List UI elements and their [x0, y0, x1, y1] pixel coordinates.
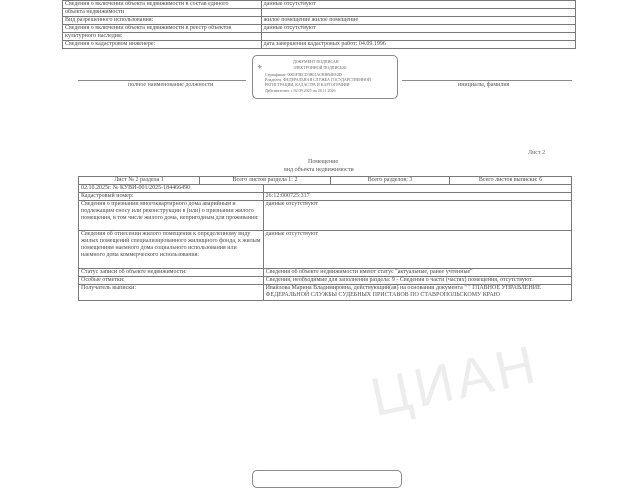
top-table-row: [63, 33, 576, 41]
stamp-line: Владелец: ФЕДЕРАЛЬНАЯ СЛУЖБА ГОСУДАРСТВЕННОЙ: [265, 77, 371, 82]
stamp-line: ДОКУМЕНТ ПОДПИСАН: [293, 59, 339, 64]
emergency-status-value: данные отсутствуют: [263, 201, 571, 231]
top-table-row: [63, 1, 576, 9]
top-row-value: дата завершения кадастровых работ: 04.09.1996: [261, 41, 575, 49]
top-row-value: данные отсутствуют: [261, 25, 575, 33]
stamp-line: Сертификат: 0065F9ECD3B01ACBBB4EE2D: [265, 72, 342, 77]
extract-date-number: 02.10.2025г. № КУВИ-001/2025-184466490: [79, 185, 264, 193]
top-table-row: [63, 25, 576, 33]
watermark-logo: ЦИАН: [365, 334, 545, 428]
top-row-label: Сведения о включении объекта недвижимости в реестр объектов: [63, 25, 262, 33]
emergency-status-label: Сведения о признании многоквартирного дома аварийным и подлежащим сносу или реконструкции в (или) о признании жилого помещения, в том числе жилого дома, непригодным для проживания:: [79, 201, 264, 231]
object-details-table: [78, 176, 572, 301]
top-row-value: [261, 9, 575, 17]
top-row-value: данные отсутствуют: [261, 1, 575, 9]
signature-line-right: [402, 80, 572, 81]
signature-stamp-top: [252, 55, 398, 99]
signature-stamp-bottom: [252, 470, 402, 488]
special-housing-label: Сведения об отнесении жилого помещения к определенному виду жилых помещений специализированного жилищного фонда, к жилым помещениям наемного дома социального использования или наемного дома коммерческого использования:: [79, 231, 264, 269]
top-table-row: [63, 41, 576, 49]
stamp-line: РЕГИСТРАЦИИ, КАДАСТРА И КАРТОГРАФИИ: [265, 82, 350, 87]
signature-line-left: [78, 80, 246, 81]
sheet-number: Лист 2: [528, 150, 546, 156]
signature-position-label: полное наименование должности: [128, 82, 214, 88]
total-extract-sheets: Всего листов выписки: 6: [478, 177, 543, 183]
top-row-label: Вид разрешенного использования:: [63, 17, 262, 25]
emblem-icon: ⚜: [257, 65, 263, 71]
object-subtitle: вид объекта недвижимости: [284, 167, 354, 173]
record-status-label: Статус записи об объекте недвижимости:: [79, 269, 264, 277]
top-table-row: [63, 17, 576, 25]
section-total-sheets: Всего листов раздела 1: 2: [200, 177, 331, 184]
top-table-row: [63, 9, 576, 17]
top-info-table: [62, 0, 576, 49]
top-row-label: культурного наследия:: [63, 33, 262, 41]
stamp-line: Действителен: с 02.09.2025 по 26.11.2026: [265, 88, 336, 93]
cadastral-number-label: Кадастровый номер:: [79, 193, 264, 201]
cadastral-number-value: 26:12:000725:317: [263, 193, 571, 201]
top-row-value: [261, 33, 575, 41]
top-row-value: жилое помещение жилое помещение: [261, 17, 575, 25]
recipient-label: Получатель выписки:: [79, 285, 264, 301]
object-title: Помещение: [308, 159, 339, 165]
top-row-label: объекта недвижимости: [63, 9, 262, 17]
record-status-value: Сведения об объекте недвижимости имеют статус "актуальные, ранее учтенные": [263, 269, 571, 277]
total-sections: Всего разделов: 3: [331, 177, 450, 184]
recipient-value: Ивайлова Марина Владимировна, действующий(ая) на основании документа " " ГЛАВНОЕ УПРАВЛЕНИЕ ФЕДЕРАЛЬНОЙ СЛУЖБЫ СУДЕБНЫХ ПРИСТАВОВ ПО СТАВРОПОЛЬСКОМУ КРАЮ: [263, 285, 571, 301]
special-housing-value: данные отсутствуют: [263, 231, 571, 269]
top-row-label: Сведения о кадастровом инженере:: [63, 41, 262, 49]
top-row-label: Сведения о включении объекта недвижимости в состав единого: [63, 1, 262, 9]
special-notes-value: Сведения, необходимые для заполнения раздела: 9 - Сведения о части (частях) помещения, отсутствуют.: [263, 277, 571, 285]
signature-name-label: инициалы, фамилия: [458, 82, 510, 88]
special-notes-label: Особые отметки:: [79, 277, 264, 285]
section-sheet: Лист № 2 раздела 1: [79, 177, 200, 184]
stamp-line: ЭЛЕКТРОННОЙ ПОДПИСЬЮ: [293, 65, 347, 70]
